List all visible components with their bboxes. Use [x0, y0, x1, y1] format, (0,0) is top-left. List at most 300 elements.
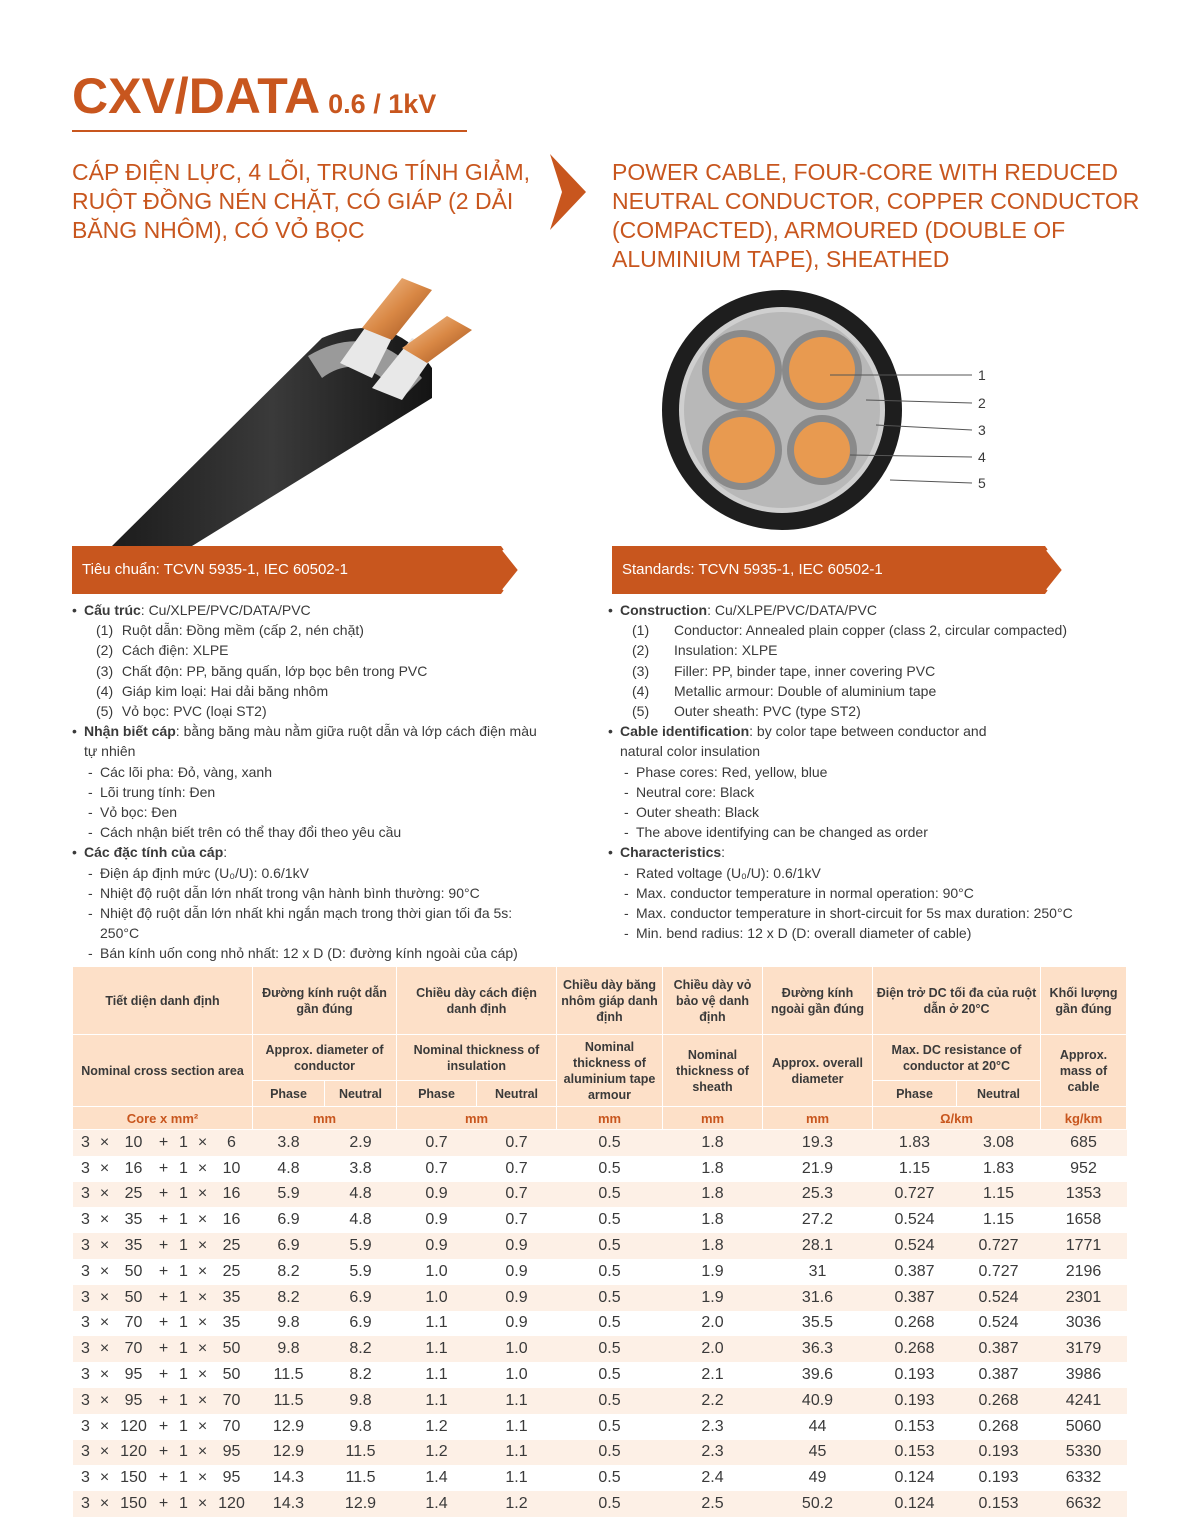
operator-symbol: × — [197, 1340, 208, 1358]
cell-r-n: 0.387 — [957, 1336, 1041, 1362]
cell-mass: 6332 — [1041, 1465, 1127, 1491]
cell-mass: 3179 — [1041, 1336, 1127, 1362]
phase-header: Phase — [397, 1081, 477, 1107]
operator-symbol: × — [99, 1159, 110, 1177]
operator-symbol: × — [99, 1211, 110, 1229]
operator-symbol: × — [197, 1417, 208, 1435]
cell-od: 39.6 — [763, 1362, 873, 1388]
cell-d-p: 11.5 — [253, 1362, 325, 1388]
characteristics-sub: - Nhiệt độ ruột dẫn lớn nhất khi ngắn mạch trong thời gian tối đa 5s: 250°C — [72, 903, 552, 943]
cable-photo — [72, 268, 542, 546]
construction-sub: (4) Metallic armour: Double of aluminium tape — [632, 682, 937, 699]
neutral-header: Neutral — [325, 1081, 397, 1107]
cross-section-b: 16 — [222, 1211, 241, 1229]
cross-section-a: 50 — [124, 1288, 143, 1306]
cell-arm: 0.5 — [557, 1311, 663, 1337]
operator-symbol: × — [99, 1417, 110, 1435]
cell-i-n: 0.9 — [477, 1233, 557, 1259]
operator-symbol: + — [158, 1185, 169, 1203]
cell-d-p: 11.5 — [253, 1388, 325, 1414]
operator-symbol: + — [158, 1391, 169, 1409]
chevron-right-icon — [548, 152, 588, 232]
cell-d-p: 12.9 — [253, 1414, 325, 1440]
standards-band-vi — [72, 546, 522, 594]
cell-r-p: 0.193 — [873, 1388, 957, 1414]
table-row — [73, 1182, 1127, 1208]
cell-od: 40.9 — [763, 1388, 873, 1414]
cross-section-cell — [73, 1233, 253, 1259]
cell-i-n: 1.0 — [477, 1362, 557, 1388]
cross-section-cell — [73, 1130, 253, 1156]
cell-arm: 0.5 — [557, 1362, 663, 1388]
cell-r-n: 1.83 — [957, 1156, 1041, 1182]
cell-d-n: 8.2 — [325, 1362, 397, 1388]
operator-symbol: + — [158, 1133, 169, 1151]
operator-symbol: × — [197, 1211, 208, 1229]
cell-d-n: 4.8 — [325, 1207, 397, 1233]
cell-arm: 0.5 — [557, 1440, 663, 1466]
col-header-vi: Đường kính ruột dẫn gần đúng — [253, 967, 397, 1035]
description-vi — [72, 600, 552, 964]
cross-section-m: 1 — [179, 1211, 188, 1229]
cell-d-n: 3.8 — [325, 1156, 397, 1182]
unit-label: mm — [557, 1107, 663, 1130]
identification-sub: - The above identifying can be changed as order — [608, 822, 1128, 842]
cell-i-p: 1.0 — [397, 1285, 477, 1311]
cell-sh: 2.5 — [663, 1491, 763, 1517]
cell-d-p: 14.3 — [253, 1465, 325, 1491]
cell-sh: 2.3 — [663, 1414, 763, 1440]
unit-label: kg/km — [1041, 1107, 1127, 1130]
table-row — [73, 1311, 1127, 1337]
operator-symbol: × — [99, 1262, 110, 1280]
cell-i-n: 0.7 — [477, 1182, 557, 1208]
col-header-en: Nominal thickness of sheath — [663, 1035, 763, 1107]
cell-r-n: 0.193 — [957, 1465, 1041, 1491]
cross-section-a: 95 — [124, 1366, 143, 1384]
identification-item: • Cable identification: by color tape between conductor and natural color insulation — [608, 721, 1020, 761]
col-header-vi: Đường kính ngoài gần đúng — [763, 967, 873, 1035]
cell-r-n: 0.268 — [957, 1388, 1041, 1414]
identification-sub: - Các lõi pha: Đỏ, vàng, xanh — [72, 762, 552, 782]
cross-section-a: 50 — [124, 1262, 143, 1280]
cross-section-n: 3 — [81, 1417, 90, 1435]
operator-symbol: × — [99, 1443, 110, 1461]
table-row — [73, 1362, 1127, 1388]
cell-r-n: 0.524 — [957, 1311, 1041, 1337]
characteristics-sub: - Rated voltage (U₀/U): 0.6/1kV — [608, 863, 1128, 883]
cross-section-m: 1 — [179, 1417, 188, 1435]
construction-sub: (3) Filler: PP, binder tape, inner covering PVC — [632, 662, 936, 679]
diagram-label: 2 — [978, 395, 986, 411]
cross-section-m: 1 — [179, 1237, 188, 1255]
col-header-en: Approx. diameter of conductor — [253, 1035, 397, 1081]
cell-od: 21.9 — [763, 1156, 873, 1182]
cell-i-p: 0.9 — [397, 1182, 477, 1208]
col-header-vi: Điện trở DC tối đa của ruột dẫn ở 20°C — [873, 967, 1041, 1035]
characteristics-item: • Các đặc tính của cáp: — [72, 842, 552, 862]
cell-r-n: 1.15 — [957, 1207, 1041, 1233]
cell-i-p: 1.1 — [397, 1388, 477, 1414]
table-row — [73, 1336, 1127, 1362]
cell-r-p: 0.524 — [873, 1207, 957, 1233]
characteristics-sub: - Nhiệt độ ruột dẫn lớn nhất trong vận hành bình thường: 90°C — [72, 883, 552, 903]
unit-label: Ω/km — [873, 1107, 1041, 1130]
chevron-right-icon — [485, 546, 523, 594]
characteristics-sub: - Min. bend radius: 12 x D (D: overall diameter of cable) — [608, 923, 1128, 943]
cross-section-cell — [73, 1440, 253, 1466]
operator-symbol: × — [99, 1366, 110, 1384]
cell-d-p: 14.3 — [253, 1491, 325, 1517]
cell-i-p: 1.1 — [397, 1336, 477, 1362]
cross-section-cell — [73, 1207, 253, 1233]
operator-symbol: × — [197, 1391, 208, 1409]
cell-i-p: 0.7 — [397, 1130, 477, 1156]
cell-d-n: 11.5 — [325, 1465, 397, 1491]
cell-d-n: 11.5 — [325, 1440, 397, 1466]
cross-section-n: 3 — [81, 1314, 90, 1332]
identification-sub: - Phase cores: Red, yellow, blue — [608, 762, 1128, 782]
cell-mass: 4241 — [1041, 1388, 1127, 1414]
operator-symbol: × — [99, 1237, 110, 1255]
characteristics-sub: - Bán kính uốn cong nhỏ nhất: 12 x D (D: đường kính ngoài của cáp) — [72, 943, 552, 963]
unit-label: mm — [663, 1107, 763, 1130]
cross-section-n: 3 — [81, 1211, 90, 1229]
table-body — [73, 1130, 1127, 1517]
cell-mass: 3036 — [1041, 1311, 1127, 1337]
cross-section-a: 150 — [120, 1469, 147, 1487]
construction-sub: (5) Vỏ bọc: PVC (loại ST2) — [96, 703, 267, 720]
table-row — [73, 1259, 1127, 1285]
characteristics-sub: - Max. conductor temperature in normal operation: 90°C — [608, 883, 1128, 903]
cell-d-n: 6.9 — [325, 1285, 397, 1311]
col-header-vi: Chiều dày vỏ bảo vệ danh định — [663, 967, 763, 1035]
cell-d-p: 6.9 — [253, 1233, 325, 1259]
cross-section-b: 6 — [227, 1133, 236, 1151]
cross-section-b: 95 — [222, 1469, 241, 1487]
col-header-en: Nominal thickness of aluminium tape armour — [557, 1035, 663, 1107]
cell-d-n: 12.9 — [325, 1491, 397, 1517]
standards-text: Standards: TCVN 5935-1, IEC 60502-1 — [612, 546, 1031, 594]
cell-od: 28.1 — [763, 1233, 873, 1259]
cross-section-b: 10 — [222, 1159, 241, 1177]
cell-d-n: 5.9 — [325, 1259, 397, 1285]
unit-label: mm — [763, 1107, 873, 1130]
phase-header: Phase — [253, 1081, 325, 1107]
identification-sub: - Outer sheath: Black — [608, 802, 1128, 822]
cell-i-n: 1.2 — [477, 1491, 557, 1517]
cross-section-a: 95 — [124, 1391, 143, 1409]
cell-i-n: 0.9 — [477, 1259, 557, 1285]
cell-sh: 2.3 — [663, 1440, 763, 1466]
cell-i-p: 1.2 — [397, 1414, 477, 1440]
operator-symbol: × — [197, 1443, 208, 1461]
cell-mass: 1771 — [1041, 1233, 1127, 1259]
col-header-vi: Tiết diện danh định — [73, 967, 253, 1035]
cell-sh: 2.0 — [663, 1311, 763, 1337]
description-en — [608, 600, 1128, 943]
operator-symbol: + — [158, 1366, 169, 1384]
col-header-en: Nominal cross section area — [73, 1035, 253, 1107]
construction-sub: (1) Ruột dẫn: Đồng mềm (cấp 2, nén chặt) — [96, 622, 364, 639]
cell-od: 31 — [763, 1259, 873, 1285]
cell-i-p: 1.4 — [397, 1465, 477, 1491]
cross-section-b: 50 — [222, 1340, 241, 1358]
cell-d-p: 5.9 — [253, 1182, 325, 1208]
cell-arm: 0.5 — [557, 1156, 663, 1182]
cell-arm: 0.5 — [557, 1233, 663, 1259]
cell-r-p: 0.268 — [873, 1336, 957, 1362]
cross-section-a: 25 — [124, 1185, 143, 1203]
cell-i-n: 1.1 — [477, 1440, 557, 1466]
diagram-label: 5 — [978, 475, 986, 491]
cell-d-n: 5.9 — [325, 1233, 397, 1259]
cell-sh: 1.8 — [663, 1130, 763, 1156]
construction-item: • Construction: Cu/XLPE/PVC/DATA/PVC — [608, 600, 1128, 620]
operator-symbol: + — [158, 1211, 169, 1229]
cell-r-n: 0.193 — [957, 1440, 1041, 1466]
table-row — [73, 1440, 1127, 1466]
cross-section-m: 1 — [179, 1495, 188, 1513]
cross-section-a: 35 — [124, 1211, 143, 1229]
operator-symbol: × — [197, 1159, 208, 1177]
operator-symbol: × — [197, 1314, 208, 1332]
cross-section-b: 16 — [222, 1185, 241, 1203]
cell-sh: 2.0 — [663, 1336, 763, 1362]
cell-od: 49 — [763, 1465, 873, 1491]
cell-sh: 1.9 — [663, 1285, 763, 1311]
cross-section-b: 25 — [222, 1262, 241, 1280]
cell-d-n: 9.8 — [325, 1388, 397, 1414]
cell-arm: 0.5 — [557, 1207, 663, 1233]
cross-section-b: 35 — [222, 1314, 241, 1332]
cell-i-p: 1.2 — [397, 1440, 477, 1466]
cell-r-n: 0.727 — [957, 1233, 1041, 1259]
cell-arm: 0.5 — [557, 1259, 663, 1285]
operator-symbol: × — [197, 1237, 208, 1255]
diagram-label: 4 — [978, 449, 986, 465]
cell-i-p: 0.9 — [397, 1233, 477, 1259]
cell-d-n: 8.2 — [325, 1336, 397, 1362]
cross-section-cell — [73, 1388, 253, 1414]
cell-d-p: 9.8 — [253, 1311, 325, 1337]
unit-label: Core x mm² — [73, 1107, 253, 1130]
cell-i-n: 0.9 — [477, 1285, 557, 1311]
construction-sub: (4) Giáp kim loại: Hai dải băng nhôm — [96, 682, 329, 699]
operator-symbol: × — [99, 1288, 110, 1306]
cell-r-n: 0.268 — [957, 1414, 1041, 1440]
operator-symbol: + — [158, 1469, 169, 1487]
cell-r-p: 0.524 — [873, 1233, 957, 1259]
cell-d-p: 3.8 — [253, 1130, 325, 1156]
cell-arm: 0.5 — [557, 1465, 663, 1491]
cell-d-n: 4.8 — [325, 1182, 397, 1208]
cross-section-b: 25 — [222, 1237, 241, 1255]
cross-section-a: 16 — [124, 1159, 143, 1177]
neutral-header: Neutral — [477, 1081, 557, 1107]
cell-mass: 1658 — [1041, 1207, 1127, 1233]
cell-mass: 3986 — [1041, 1362, 1127, 1388]
cross-section-a: 35 — [124, 1237, 143, 1255]
col-header-en: Approx. overall diameter — [763, 1035, 873, 1107]
operator-symbol: + — [158, 1495, 169, 1513]
cell-r-n: 0.387 — [957, 1362, 1041, 1388]
col-header-en: Max. DC resistance of conductor at 20°C — [873, 1035, 1041, 1081]
operator-symbol: × — [99, 1391, 110, 1409]
cell-sh: 2.2 — [663, 1388, 763, 1414]
product-code: CXV/DATA — [72, 68, 321, 124]
cross-section-m: 1 — [179, 1340, 188, 1358]
cell-r-p: 0.193 — [873, 1362, 957, 1388]
characteristics-item: • Characteristics: — [608, 842, 1128, 862]
cell-mass: 2196 — [1041, 1259, 1127, 1285]
cross-section-cell — [73, 1156, 253, 1182]
operator-symbol: + — [158, 1262, 169, 1280]
operator-symbol: × — [99, 1495, 110, 1513]
cell-i-p: 1.1 — [397, 1362, 477, 1388]
cell-i-n: 0.7 — [477, 1130, 557, 1156]
table-row — [73, 1156, 1127, 1182]
table-row — [73, 1388, 1127, 1414]
col-header-vi: Khối lượng gần đúng — [1041, 967, 1127, 1035]
operator-symbol: × — [99, 1469, 110, 1487]
heading-english: POWER CABLE, FOUR-CORE WITH REDUCED NEUTRAL CONDUCTOR, COPPER CONDUCTOR (COMPACTED), ARMOURED (DOUBLE OF ALUMINIUM TAPE), SHEATHED — [612, 159, 1140, 272]
table-row — [73, 1130, 1127, 1156]
cross-section-m: 1 — [179, 1314, 188, 1332]
cross-section-cell — [73, 1491, 253, 1517]
construction-sub: (3) Chất độn: PP, băng quấn, lớp bọc bên trong PVC — [96, 662, 428, 679]
unit-label: mm — [253, 1107, 397, 1130]
operator-symbol: × — [197, 1495, 208, 1513]
operator-symbol: + — [158, 1340, 169, 1358]
cross-section-m: 1 — [179, 1133, 188, 1151]
construction-sub: (5) Outer sheath: PVC (type ST2) — [632, 703, 861, 720]
cell-r-n: 0.727 — [957, 1259, 1041, 1285]
operator-symbol: × — [99, 1340, 110, 1358]
col-header-en: Approx. mass of cable — [1041, 1035, 1127, 1107]
cell-sh: 1.8 — [663, 1182, 763, 1208]
cell-d-n: 2.9 — [325, 1130, 397, 1156]
cell-r-n: 3.08 — [957, 1130, 1041, 1156]
cell-d-p: 4.8 — [253, 1156, 325, 1182]
cell-i-p: 0.9 — [397, 1207, 477, 1233]
cell-arm: 0.5 — [557, 1491, 663, 1517]
cell-i-p: 0.7 — [397, 1156, 477, 1182]
operator-symbol: × — [197, 1133, 208, 1151]
cross-section-m: 1 — [179, 1159, 188, 1177]
cross-section-n: 3 — [81, 1288, 90, 1306]
cell-i-p: 1.1 — [397, 1311, 477, 1337]
heading-vietnamese: CÁP ĐIỆN LỰC, 4 LÕI, TRUNG TÍNH GIẢM, RUỘT ĐỒNG NÉN CHẶT, CÓ GIÁP (2 DẢI BĂNG NHÔM), CÓ VỎ BỌC — [72, 159, 531, 243]
cross-section-n: 3 — [81, 1185, 90, 1203]
col-header-en: Nominal thickness of insulation — [397, 1035, 557, 1081]
cross-section-b: 70 — [222, 1391, 241, 1409]
cell-mass: 6632 — [1041, 1491, 1127, 1517]
operator-symbol: × — [99, 1185, 110, 1203]
cross-section-n: 3 — [81, 1495, 90, 1513]
cell-i-n: 1.1 — [477, 1388, 557, 1414]
operator-symbol: × — [99, 1133, 110, 1151]
construction-sub: (2) Insulation: XLPE — [632, 642, 778, 659]
cell-i-n: 0.7 — [477, 1207, 557, 1233]
cell-mass: 5060 — [1041, 1414, 1127, 1440]
cross-section-b: 95 — [222, 1443, 241, 1461]
construction-item: • Cấu trúc: Cu/XLPE/PVC/DATA/PVC — [72, 600, 552, 620]
cross-section-b: 35 — [222, 1288, 241, 1306]
cross-section-m: 1 — [179, 1288, 188, 1306]
cell-od: 44 — [763, 1414, 873, 1440]
standards-text: Tiêu chuẩn: TCVN 5935-1, IEC 60502-1 — [72, 546, 487, 594]
cell-od: 36.3 — [763, 1336, 873, 1362]
table-row — [73, 1285, 1127, 1311]
cross-section-m: 1 — [179, 1443, 188, 1461]
cross-section-cell — [73, 1182, 253, 1208]
operator-symbol: × — [197, 1288, 208, 1306]
characteristics-sub: - Max. conductor temperature in short-circuit for 5s max duration: 250°C — [608, 903, 1128, 923]
cell-mass: 1353 — [1041, 1182, 1127, 1208]
cell-r-p: 0.124 — [873, 1465, 957, 1491]
unit-label: mm — [397, 1107, 557, 1130]
table-row — [73, 1465, 1127, 1491]
identification-sub: - Cách nhận biết trên có thể thay đổi theo yêu cầu — [72, 822, 552, 842]
cell-sh: 1.8 — [663, 1156, 763, 1182]
operator-symbol: + — [158, 1417, 169, 1435]
table-row — [73, 1233, 1127, 1259]
table-row — [73, 1414, 1127, 1440]
cell-d-p: 9.8 — [253, 1336, 325, 1362]
cell-i-p: 1.4 — [397, 1491, 477, 1517]
cross-section-n: 3 — [81, 1469, 90, 1487]
identification-sub: - Vỏ bọc: Đen — [72, 802, 552, 822]
cross-section-n: 3 — [81, 1340, 90, 1358]
cell-sh: 1.8 — [663, 1233, 763, 1259]
identification-item: • Nhận biết cáp: bằng băng màu nằm giữa ruột dẫn và lớp cách điện màu tự nhiên — [72, 721, 544, 761]
cell-arm: 0.5 — [557, 1336, 663, 1362]
cross-section-cell — [73, 1285, 253, 1311]
cross-section-a: 10 — [124, 1133, 143, 1151]
cell-od: 45 — [763, 1440, 873, 1466]
operator-symbol: × — [197, 1469, 208, 1487]
cell-arm: 0.5 — [557, 1130, 663, 1156]
cell-arm: 0.5 — [557, 1285, 663, 1311]
construction-sub: (2) Cách điện: XLPE — [96, 642, 229, 659]
cell-od: 19.3 — [763, 1130, 873, 1156]
cross-section-cell — [73, 1362, 253, 1388]
cross-section-cell — [73, 1465, 253, 1491]
cross-section-m: 1 — [179, 1469, 188, 1487]
cell-i-n: 1.1 — [477, 1465, 557, 1491]
cross-section-m: 1 — [179, 1185, 188, 1203]
cell-sh: 2.4 — [663, 1465, 763, 1491]
operator-symbol: + — [158, 1443, 169, 1461]
cell-mass: 2301 — [1041, 1285, 1127, 1311]
cross-section-a: 120 — [120, 1417, 147, 1435]
cell-sh: 1.8 — [663, 1207, 763, 1233]
cell-od: 35.5 — [763, 1311, 873, 1337]
cross-section-a: 70 — [124, 1340, 143, 1358]
construction-sub: (1) Conductor: Annealed plain copper (class 2, circular compacted) — [632, 622, 1067, 639]
cell-d-n: 9.8 — [325, 1414, 397, 1440]
cross-section-diagram — [660, 285, 1040, 535]
cell-mass: 952 — [1041, 1156, 1127, 1182]
cross-section-n: 3 — [81, 1391, 90, 1409]
characteristics-sub: - Điện áp định mức (U₀/U): 0.6/1kV — [72, 863, 552, 883]
cell-mass: 685 — [1041, 1130, 1127, 1156]
cell-mass: 5330 — [1041, 1440, 1127, 1466]
cell-r-p: 1.15 — [873, 1156, 957, 1182]
cell-i-p: 1.0 — [397, 1259, 477, 1285]
cell-d-p: 8.2 — [253, 1285, 325, 1311]
